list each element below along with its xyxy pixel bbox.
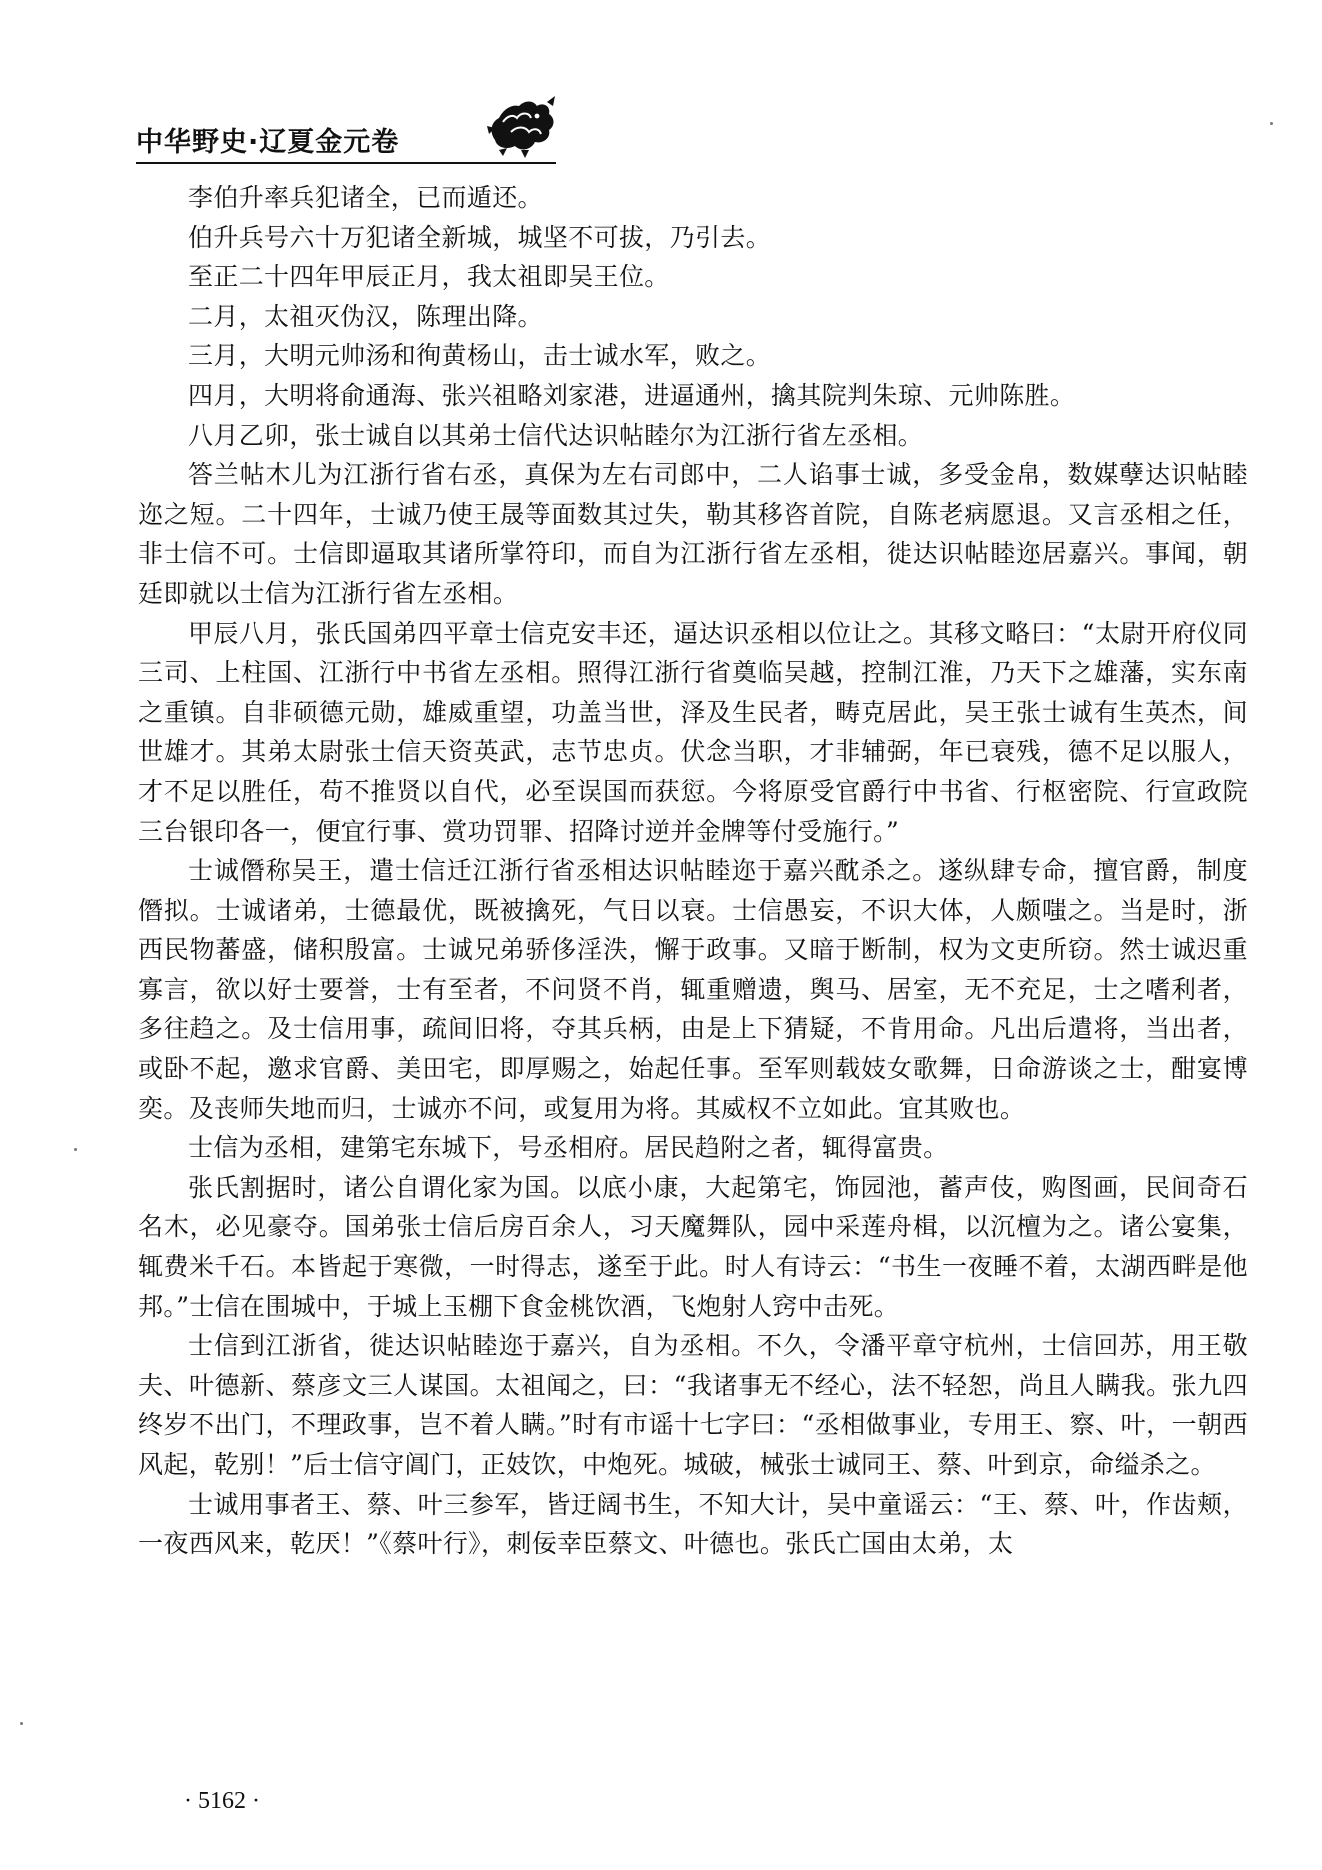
scan-speck bbox=[1270, 122, 1273, 125]
page-number: · 5162 · bbox=[184, 1788, 260, 1814]
paragraph: 李伯升率兵犯诸全，已而遁还。 bbox=[188, 183, 543, 212]
dragon-emblem-icon bbox=[481, 92, 561, 158]
paragraph: 三月，大明元帅汤和徇黄杨山，击士诚水军，败之。 bbox=[188, 341, 772, 371]
body-text bbox=[138, 178, 1248, 1564]
paragraph: 士信为丞相，建第宅东城下，号丞相府。居民趋附之者，辄得富贵。 bbox=[188, 1133, 949, 1163]
header-title: 中华野史·辽夏金元卷 bbox=[136, 127, 400, 158]
paragraph: 士诚用事者王、蔡、叶三参军，皆迂阔书生，不知大计，吴中童谣云：“王、蔡、叶，作齿颊，一夜西风来，乾厌！”《蔡叶行》，刺佞幸臣蔡文、叶德也。张氏亡国由太弟，太 bbox=[138, 1489, 1248, 1559]
paragraph: 八月乙卯，张士诚自以其弟士信代达识帖睦尔为江浙行省左丞相。 bbox=[188, 420, 924, 450]
paragraph: 答兰帖木儿为江浙行省右丞，真保为左右司郎中，二人谄事士诚，多受金帛，数媒孽达识帖睦迩之短。二十四年，士诚乃使王晟等面数其过失，勒其移咨首院，自陈老病愿退。又言丞相之任，非士信不可。士信即逼取其诸所掌符印，而自为江浙行省左丞相，徙达识帖睦迩居嘉兴。事闻，朝廷即就以士信为江浙行省左丞相。 bbox=[138, 460, 1248, 608]
paragraph: 甲辰八月，张氏国弟四平章士信克安丰还，逼达识丞相以位让之。其移文略曰：“太尉开府仪同三司、上柱国、江浙行中书省左丞相。照得江浙行省奠临吴越，控制江淮，乃天下之雄藩，实东南之重镇。自非硕德元勋，雄威重望，功盖当世，泽及生民者，畴克居此，吴王张士诚有生英杰，间世雄才。其弟太尉张士信天资英武，志节忠贞。伏念当职，才非辅弼，年已衰残，德不足以服人，才不足以胜任，苟不推贤以自代，必至误国而获愆。今将原受官爵行中书省、行枢密院、行宣政院三台银印各一，便宜行事、赏功罚罪、招降讨逆并金牌等付受施行。” bbox=[138, 618, 1248, 846]
paragraph: 张氏割据时，诸公自谓化家为国。以底小康，大起第宅，饰园池，蓄声伎，购图画，民间奇石名木，必见豪夺。国弟张士信后房百余人，习天魔舞队，园中采莲舟楫，以沉檀为之。诸公宴集，辄费米千石。本皆起于寒微，一时得志，遂至于此。时人有诗云：“书生一夜睡不着，太湖西畔是他邦。”士信在围城中，于城上玉棚下食金桃饮酒，飞炮射人窍中击死。 bbox=[138, 1172, 1248, 1321]
paragraph: 士信到江浙省，徙达识帖睦迩于嘉兴，自为丞相。不久，令潘平章守杭州，士信回苏，用王敬夫、叶德新、蔡彦文三人谋国。太祖闻之，曰：“我诸事无不经心，法不轻恕，尚且人瞒我。张九四终岁不出门，不理政事，岂不着人瞒。”时有市谣十七字曰：“丞相做事业，专用王、察、叶，一朝西风起，乾别！”后士信守阊门，正妓饮，中炮死。城破，械张士诚同王、蔡、叶到京，命缢杀之。 bbox=[138, 1331, 1248, 1479]
running-header bbox=[136, 92, 556, 162]
scan-speck bbox=[74, 1148, 77, 1151]
scan-speck bbox=[20, 1722, 23, 1725]
paragraph: 士诚僭称吴王，遣士信迁江浙行省丞相达识帖睦迩于嘉兴酖杀之。遂纵肆专命，擅官爵，制度僭拟。士诚诸弟，士德最优，既被擒死，气日以衰。士信愚妄，不识大体，人颇嗤之。当是时，浙西民物蕃盛，储积殷富。士诚兄弟骄侈淫泆，懈于政事。又暗于断制，权为文吏所窃。然士诚迟重寡言，欲以好士要誉，士有至者，不问贤不肖，辄重赠遗，舆马、居室，无不充足，士之嗜利者，多往趋之。及士信用事，疏间旧将，夺其兵柄，由是上下猜疑，不肯用命。凡出后遣将，当出者，或卧不起，邀求官爵、美田宅，即厚赐之，始起任事。至军则载妓女歌舞，日命游谈之士，酣宴博奕。及丧师失地而归，士诚亦不问，或复用为将。其威权不立如此。宜其败也。 bbox=[138, 856, 1248, 1123]
paragraph: 伯升兵号六十万犯诸全新城，城坚不可拔，乃引去。 bbox=[188, 222, 772, 252]
paragraph: 至正二十四年甲辰正月，我太祖即吴王位。 bbox=[188, 262, 670, 292]
paragraph: 四月，大明将俞通海、张兴祖略刘家港，进逼通州，擒其院判朱琼、元帅陈胜。 bbox=[188, 380, 1076, 410]
header-rule bbox=[136, 162, 556, 164]
paragraph: 二月，太祖灭伪汉，陈理出降。 bbox=[188, 301, 543, 331]
